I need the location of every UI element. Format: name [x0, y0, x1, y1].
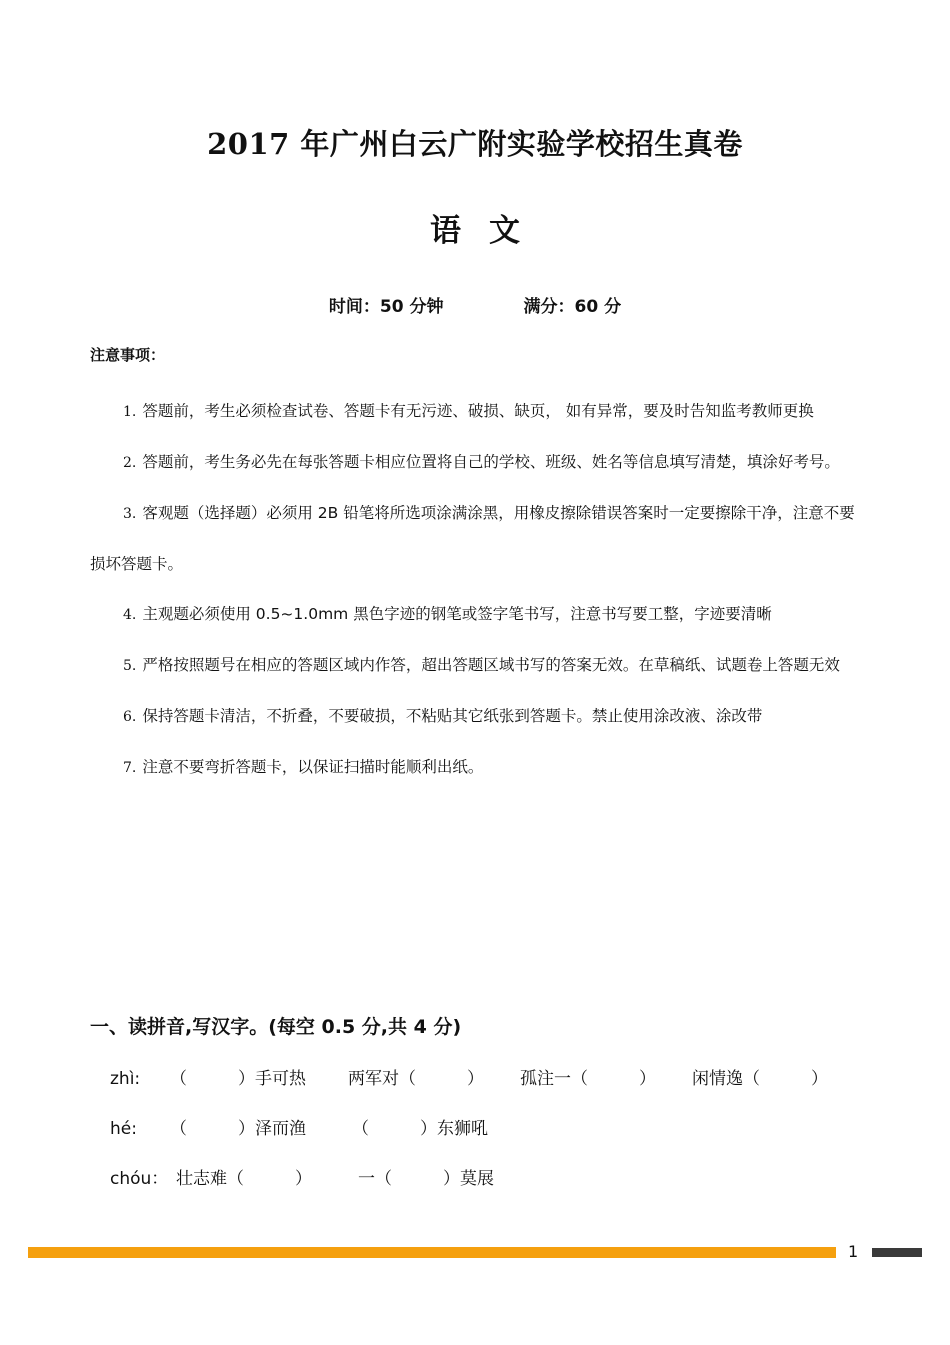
document-title: 2017 年广州白云广附实验学校招生真卷	[207, 127, 743, 161]
notice-rule: 2. 答题前，考生务必先在每张答题卡相应位置将自己的学校、班级、姓名等信息填写清楚，填涂好考号。	[123, 453, 840, 471]
fill-blank-item[interactable]: 壮志难（ ）	[176, 1169, 312, 1189]
fill-blank-item[interactable]: 闲情逸（ ）	[692, 1069, 828, 1089]
pinyin-label: hé:	[110, 1119, 137, 1139]
notice-heading: 注意事项：	[90, 346, 166, 364]
fill-blank-item[interactable]: （ ）东狮吼	[352, 1119, 488, 1139]
fill-blank-item[interactable]: 一（ ）莫展	[358, 1169, 494, 1189]
notice-rule: 5. 严格按照题号在相应的答题区域内作答，超出答题区域书写的答案无效。在草稿纸、试题卷上答题无效	[123, 656, 840, 674]
notice-rule: 6. 保持答题卡清洁，不折叠，不要破损，不粘贴其它纸张到答题卡。禁止使用涂改液、涂改带	[123, 707, 763, 725]
section-1-title: 一、读拼音,写汉字。(每空 0.5 分,共 4 分)	[90, 1016, 462, 1038]
pinyin-label: chóu：	[110, 1169, 169, 1189]
fill-blank-item[interactable]: （ ）泽而渔	[170, 1119, 306, 1139]
exam-meta	[0, 292, 950, 317]
pinyin-label: zhì:	[110, 1069, 141, 1089]
notice-rule: 3. 客观题（选择题）必须用 2B 铅笔将所选项涂满涂黑，用橡皮擦除错误答案时一定要擦除干净，注意不要损坏答题卡。	[90, 504, 855, 573]
notice-rules	[90, 386, 862, 793]
time-limit: 时间：50 分钟	[328, 297, 444, 317]
subject-heading: 语文	[430, 213, 548, 249]
page-marker	[872, 1248, 922, 1257]
notice-rule: 7. 注意不要弯折答题卡，以保证扫描时能顺利出纸。	[123, 758, 484, 776]
pinyin-row-he	[110, 1114, 488, 1139]
page-number: 1	[848, 1242, 859, 1261]
pinyin-row-chou	[110, 1164, 494, 1189]
notice-rule: 1. 答题前，考生必须检查试卷、答题卡有无污迹、破损、缺页， 如有异常，要及时告知监考教师更换	[123, 402, 814, 420]
pinyin-row-zhi	[110, 1064, 828, 1089]
notice-rule: 4. 主观题必须使用 0.5~1.0mm 黑色字迹的钢笔或签字笔书写，注意书写要工整，字迹要清晰	[123, 605, 772, 623]
fill-blank-item[interactable]: 孤注一（ ）	[520, 1069, 656, 1089]
fill-blank-item[interactable]: 两军对（ ）	[348, 1069, 484, 1089]
full-score: 满分：60 分	[523, 297, 622, 317]
footer-accent-bar	[28, 1247, 836, 1258]
fill-blank-item[interactable]: （ ）手可热	[170, 1069, 306, 1089]
